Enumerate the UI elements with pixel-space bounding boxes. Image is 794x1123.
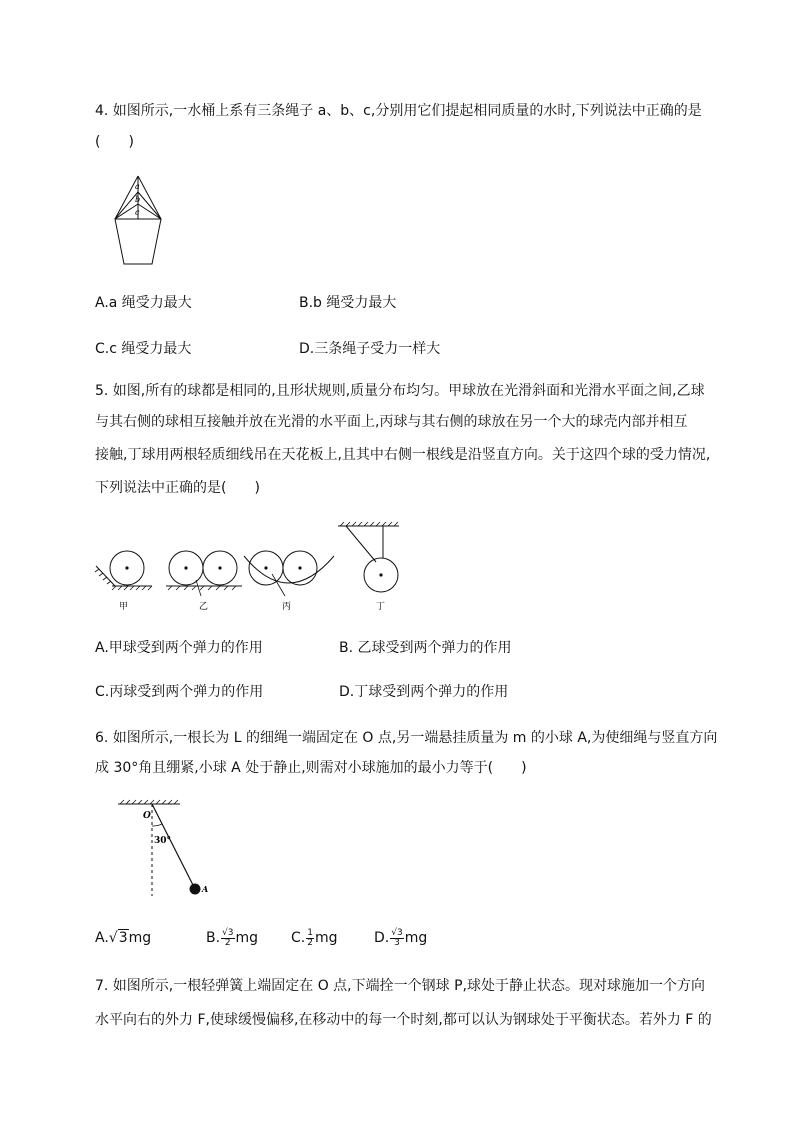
q6-option-d-prefix: D. <box>374 930 390 946</box>
q6-option-c-fraction <box>306 929 314 948</box>
q4-label-a: a <box>135 182 140 191</box>
q6-option-c-den: 2 <box>307 937 313 948</box>
q6-option-b[interactable] <box>206 928 258 948</box>
q6-option-c-prefix: C. <box>291 930 306 946</box>
q6-stem-line2: 成 30°角且绷紧,小球 A 处于静止,则需对小球施加的最小力等于( ) <box>95 760 527 776</box>
q4-option-a[interactable]: A.a 绳受力最大 <box>95 295 192 311</box>
q4-stem-line2: ( ) <box>95 134 134 150</box>
q5-stem-line2: 与其右侧的球相互接触并放在光滑的水平面上,丙球与其右侧的球放在另一个大的球壳内部并相互 <box>95 414 688 430</box>
q6-option-b-prefix: B. <box>206 930 221 946</box>
q6-option-c-num: 1 <box>307 927 313 938</box>
q6-option-a-unit: mg <box>128 930 152 946</box>
q5-stem-line3: 接触,丁球用两根轻质细线吊在天花板上,且其中右侧一根线是沿竖直方向。关于这四个球的受力情况, <box>95 447 711 463</box>
q6-option-d[interactable] <box>374 928 427 948</box>
q5-label-jia: 甲 <box>119 602 129 612</box>
q5-balls-figure <box>94 518 414 614</box>
q4-bucket-figure <box>100 172 180 268</box>
q4-option-b[interactable]: B.b 绳受力最大 <box>299 295 397 311</box>
q6-label-A: A <box>202 884 209 894</box>
q6-option-d-fraction <box>390 929 403 948</box>
q6-option-b-unit: mg <box>235 930 259 946</box>
q6-option-d-den: 3 <box>394 937 400 948</box>
q5-option-d[interactable]: D.丁球受到两个弹力的作用 <box>339 684 509 700</box>
q5-option-a[interactable]: A.甲球受到两个弹力的作用 <box>95 640 263 656</box>
q6-pendulum-figure <box>114 798 224 898</box>
q4-option-d[interactable]: D.三条绳子受力一样大 <box>299 341 441 357</box>
q6-option-c-unit: mg <box>314 930 338 946</box>
q4-label-c: c <box>135 208 140 217</box>
q5-stem-line1: 5. 如图,所有的球都是相同的,且形状规则,质量分布均匀。甲球放在光滑斜面和光滑水平面之间,乙球 <box>95 383 705 399</box>
q4-stem-line1: 4. 如图所示,一水桶上系有三条绳子 a、b、c,分别用它们提起相同质量的水时,下列说法中正确的是 <box>95 103 702 119</box>
q6-option-a[interactable] <box>95 928 151 948</box>
q5-label-ding: 丁 <box>376 602 386 612</box>
q6-label-O: O <box>143 811 151 821</box>
q6-option-d-num: √3 <box>391 927 403 938</box>
q5-label-yi: 乙 <box>199 602 209 612</box>
q6-option-a-prefix: A. <box>95 930 109 946</box>
q7-stem-line1: 7. 如图所示,一根轻弹簧上端固定在 O 点,下端拴一个钢球 P,球处于静止状态。现对球施加一个方向 <box>95 978 705 994</box>
q5-stem-line4: 下列说法中正确的是( ) <box>95 480 260 496</box>
q6-option-a-sqrt: √3 <box>108 930 128 946</box>
q4-option-c[interactable]: C.c 绳受力最大 <box>95 341 192 357</box>
q6-option-c[interactable] <box>291 928 338 948</box>
q4-label-b: b <box>135 195 141 204</box>
q5-label-bing: 丙 <box>282 602 292 612</box>
q5-option-c[interactable]: C.丙球受到两个弹力的作用 <box>95 684 264 700</box>
q6-option-b-den: 2 <box>224 937 231 948</box>
q6-option-b-fraction <box>221 929 234 948</box>
q6-option-a-radicand: 3 <box>118 930 128 946</box>
q6-option-b-num: √3 <box>222 927 234 938</box>
q6-label-angle: 30° <box>154 836 172 846</box>
q6-option-d-unit: mg <box>404 930 428 946</box>
q7-stem-line2: 水平向右的外力 F,使球缓慢偏移,在移动中的每一个时刻,都可以认为钢球处于平衡状态。若外力 F 的 <box>95 1012 712 1028</box>
q5-option-b[interactable]: B. 乙球受到两个弹力的作用 <box>339 640 512 656</box>
q6-stem-line1: 6. 如图所示,一根长为 L 的细绳一端固定在 O 点,另一端悬挂质量为 m 的小球 A,为使细绳与竖直方向 <box>95 730 718 746</box>
